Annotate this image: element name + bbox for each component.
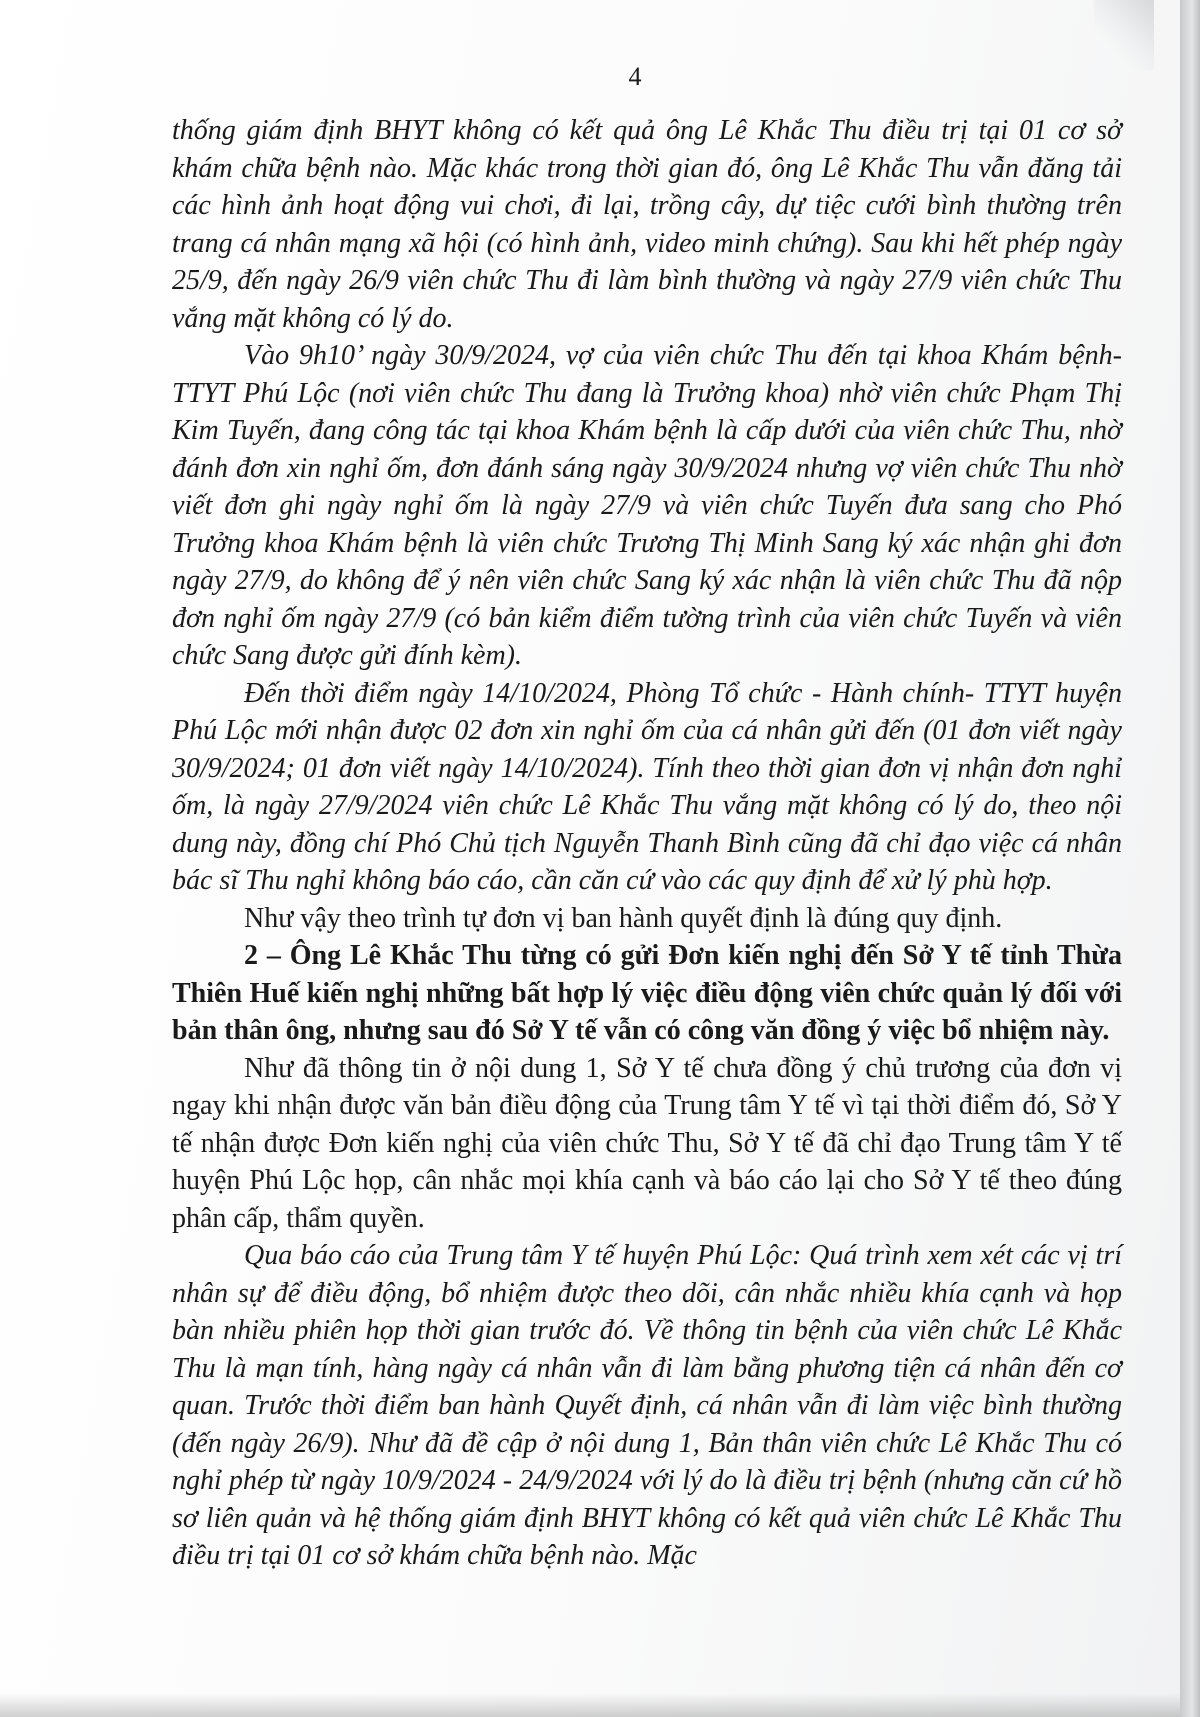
document-body (172, 112, 1122, 1575)
paragraph-department-response: Như đã thông tin ở nội dung 1, Sở Y tế chưa đồng ý chủ trương của đơn vị ngay khi nhận được văn bản điều động của Trung tâm Y tế vì tại thời điểm đó, Sở Y tế nhận được Đơn kiến nghị của viên chức Thu, Sở Y tế đã chỉ đạo Trung tâm Y tế huyện Phú Lộc họp, cân nhắc mọi khía cạnh và báo cáo lại cho Sở Y tế theo đúng phân cấp, thẩm quyền. (172, 1052, 1122, 1234)
page-edge (1180, 0, 1200, 1717)
paragraph-center-report: Qua báo cáo của Trung tâm Y tế huyện Phú Lộc: Quá trình xem xét các vị trí nhân sự để điều động, bổ nhiệm được theo dõi, cân nhắc nhiều khía cạnh và họp bàn nhiều phiên họp thời gian trước đó. Về thông tin bệnh của viên chức Lê Khắc Thu là mạn tính, hàng ngày cá nhân vẫn đi làm bằng phương tiện cá nhân đến cơ quan. Trước thời điểm ban hành Quyết định, cá nhân vẫn đi làm việc bình thường (đến ngày 26/9). Như đã đề cập ở nội dung 1, Bản thân viên chức Lê Khắc Thu có nghỉ phép từ ngày 10/9/2024 - 24/9/2024 với lý do là điều trị bệnh (nhưng căn cứ hồ sơ liên quản và hệ thống giám định BHYT không có kết quả viên chức Lê Khắc Thu điều trị tại 01 cơ sở khám chữa bệnh nào. Mặc (172, 1240, 1122, 1571)
paragraph-continuation: thống giám định BHYT không có kết quả ông Lê Khắc Thu điều trị tại 01 cơ sở khám chữa bệnh nào. Mặc khác trong thời gian đó, ông Lê Khắc Thu vẫn đăng tải các hình ảnh hoạt động vui chơi, đi lại, trồng cây, dự tiệc cưới bình thường trên trang cá nhân mạng xã hội (có hình ảnh, video minh chứng). Sau khi hết phép ngày 25/9, đến ngày 26/9 viên chức Thu đi làm bình thường và ngày 27/9 viên chức Thu vắng mặt không có lý do. (172, 115, 1122, 334)
paragraph-sick-leave-request: Vào 9h10’ ngày 30/9/2024, vợ của viên chức Thu đến tại khoa Khám bệnh- TTYT Phú Lộc (nơi viên chức Thu đang là Trưởng khoa) nhờ viên chức Phạm Thị Kim Tuyến, đang công tác tại khoa Khám bệnh là cấp dưới của viên chức Thu, nhờ đánh đơn xin nghỉ ốm, đơn đánh sáng ngày 30/9/2024 nhưng vợ viên chức Thu nhờ viết đơn ghi ngày nghỉ ốm là ngày 27/9 và viên chức Tuyến đưa sang cho Phó Trưởng khoa Khám bệnh là viên chức Trương Thị Minh Sang ký xác nhận ghi đơn ngày 27/9, do không để ý nên viên chức Sang ký xác nhận là viên chức Thu đã nộp đơn nghỉ ốm ngày 27/9 (có bản kiểm điểm tường trình của viên chức Tuyến và viên chức Sang được gửi đính kèm). (172, 340, 1122, 671)
paragraph-conclusion-1: Như vậy theo trình tự đơn vị ban hành quyết định là đúng quy định. (244, 902, 1003, 934)
page-number: 4 (628, 62, 642, 91)
section-heading-2: 2 – Ông Lê Khắc Thu từng có gửi Đơn kiến nghị đến Sở Y tế tỉnh Thừa Thiên Huế kiến nghị những bất hợp lý việc điều động viên chức quản lý đối với bản thân ông, nhưng sau đó Sở Y tế vẫn có công văn đồng ý việc bổ nhiệm này. (172, 940, 1122, 1046)
paragraph-leave-received: Đến thời điểm ngày 14/10/2024, Phòng Tổ chức - Hành chính- TTYT huyện Phú Lộc mới nhận được 02 đơn xin nghỉ ốm của cá nhân gửi đến (01 đơn viết ngày 30/9/2024; 01 đơn viết ngày 14/10/2024). Tính theo thời gian đơn vị nhận đơn nghỉ ốm, là ngày 27/9/2024 viên chức Lê Khắc Thu vắng mặt không có lý do, theo nội dung này, đồng chí Phó Chủ tịch Nguyễn Thanh Bình cũng đã chỉ đạo việc cá nhân bác sĩ Thu nghỉ không báo cáo, cần căn cứ vào các quy định để xử lý phù hợp. (172, 677, 1122, 896)
page-fold-shadow (1094, 0, 1154, 70)
page-bottom-shadow (0, 1693, 1180, 1717)
